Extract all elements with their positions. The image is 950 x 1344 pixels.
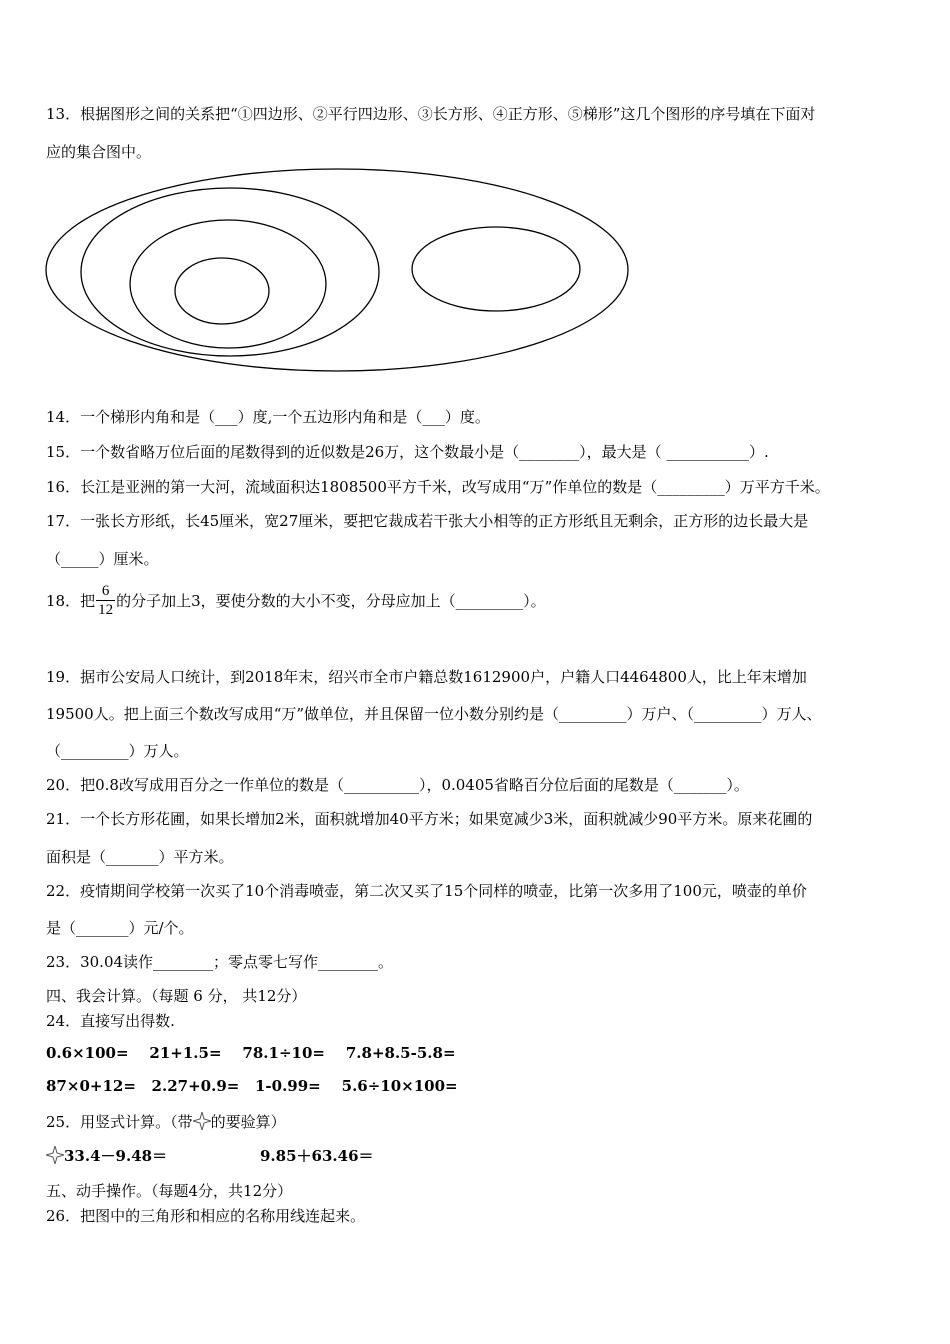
q19-line1: 19．据市公安局人口统计，到2018年末，绍兴市全市户籍总数1612900户，户籍人口4464800人，比上年末增加 <box>46 668 807 686</box>
q24-row2: 87×0+12= 2.27+0.9= 1-0.99= 5.6÷10×100= <box>46 1077 458 1095</box>
four-point-star-icon <box>46 1146 64 1164</box>
q25-expr1-row <box>46 1145 167 1166</box>
q19-line3: （_________）万人。 <box>46 742 189 760</box>
q18-prefix: 18．把 <box>46 592 96 610</box>
q13-line2: 应的集合图中。 <box>46 143 152 161</box>
q19-line2: 19500人。把上面三个数改写成用“万”做单位，并且保留一位小数分别约是（_________）万户、（_________）万人、 <box>46 705 822 723</box>
section-5-heading: 五、动手操作。（每题4分，共12分） <box>46 1182 293 1200</box>
third-ellipse <box>130 220 326 348</box>
q15: 15．一个数省略万位后面的尾数得到的近似数是26万，这个数最小是（________），最大是（ ___________）. <box>46 443 769 461</box>
fraction <box>96 582 115 619</box>
q25-title <box>46 1111 286 1132</box>
q24-row1: 0.6×100= 21+1.5= 78.1÷10= 7.8+8.5-5.8= <box>46 1044 456 1062</box>
q22-line2: 是（_______）元/个。 <box>46 919 194 937</box>
four-point-star-icon <box>193 1112 211 1130</box>
separate-ellipse <box>412 227 580 311</box>
q26: 26．把图中的三角形和相应的名称用线连起来。 <box>46 1207 366 1225</box>
section-4-heading: 四、我会计算。（每题 6 分， 共12分） <box>46 987 307 1005</box>
q17-line1: 17．一张长方形纸，长45厘米，宽27厘米，要把它裁成若干张大小相等的正方形纸且无剩余，正方形的边长最大是 <box>46 512 809 530</box>
q14: 14．一个梯形内角和是（___）度,一个五边形内角和是（___）度。 <box>46 408 490 426</box>
second-ellipse <box>81 188 379 356</box>
inner-ellipse <box>175 258 269 324</box>
q25-title-suffix: 的要验算） <box>210 1113 286 1131</box>
q25-expr1: 33.4－9.48＝ <box>64 1147 168 1165</box>
q21-line1: 21．一个长方形花圃，如果长增加2米，面积就增加40平方米；如果宽减少3米，面积就减少90平方米。原来花圃的 <box>46 810 813 828</box>
q22-line1: 22．疫情期间学校第一次买了10个消毒喷壶，第二次又买了15个同样的喷壶，比第一次多用了100元，喷壶的单价 <box>46 882 807 900</box>
q20: 20．把0.8改写成用百分之一作单位的数是（__________），0.0405省略百分位后面的尾数是（_______）。 <box>46 776 749 794</box>
q13-line1: 13．根据图形之间的关系把“①四边形、②平行四边形、③长方形、④正方形、⑤梯形”这几个图形的序号填在下面对 <box>46 105 816 123</box>
q25-expr2: 9.85＋63.46＝ <box>260 1147 374 1165</box>
outer-ellipse <box>46 169 628 371</box>
q21-line2: 面积是（_______）平方米。 <box>46 848 234 866</box>
q18-suffix: 的分子加上3，要使分数的大小不变，分母应加上（_________）。 <box>116 592 546 610</box>
q23: 23．30.04读作________；零点零七写作________。 <box>46 953 394 971</box>
q17-line2: （_____）厘米。 <box>46 550 159 568</box>
venn-diagram <box>40 162 640 382</box>
fraction-numerator: 6 <box>96 582 115 601</box>
q18 <box>46 582 546 619</box>
q16: 16．长江是亚洲的第一大河，流域面积达1808500平方千米，改写成用“万”作单位的数是（_________）万平方千米。 <box>46 478 830 496</box>
q24-title: 24．直接写出得数. <box>46 1012 175 1030</box>
q25-title-prefix: 25．用竖式计算。（带 <box>46 1113 193 1131</box>
fraction-denominator: 12 <box>98 602 114 618</box>
